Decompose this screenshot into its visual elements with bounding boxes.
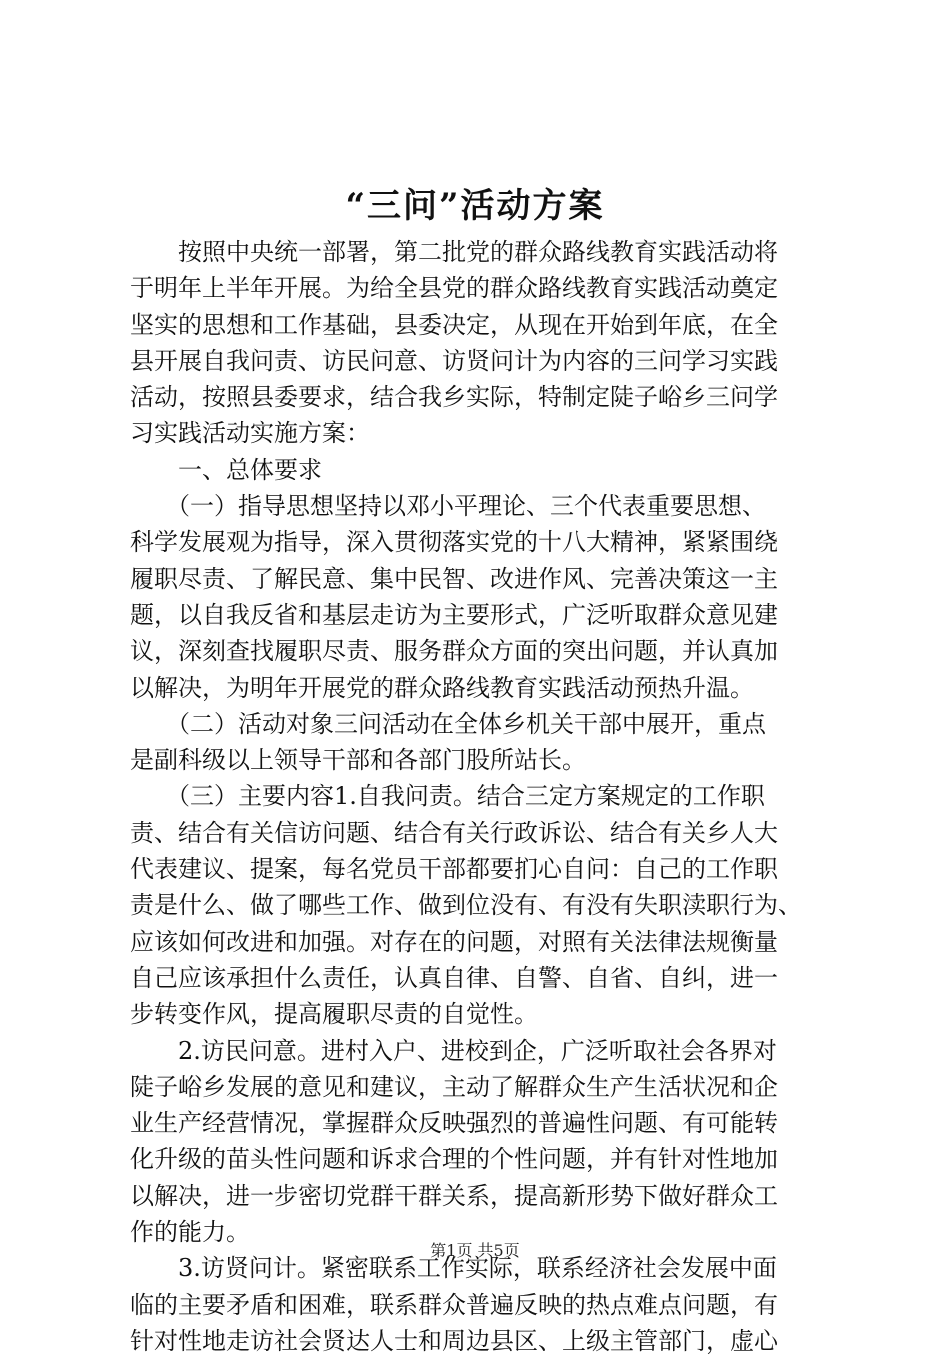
body-line: 针对性地走访社会贤达人士和周边县区、上级主管部门，虚心 bbox=[130, 1326, 778, 1355]
body-line: 自己应该承担什么责任，认真自律、自警、自省、自纠，进一 bbox=[130, 963, 778, 992]
body-line: 题，以自我反省和基层走访为主要形式，广泛听取群众意见建 bbox=[130, 600, 778, 629]
body-line: 化升级的苗头性问题和诉求合理的个性问题，并有针对性地加 bbox=[130, 1145, 778, 1174]
document-body bbox=[130, 234, 830, 1359]
body-line: 习实践活动实施方案： bbox=[130, 419, 370, 448]
body-line: 责是什么、做了哪些工作、做到位没有、有没有失职渎职行为、 bbox=[130, 891, 802, 920]
body-line: 以解决，为明年开展党的群众路线教育实践活动预热升温。 bbox=[130, 673, 754, 702]
body-line: 代表建议、提案，每名党员干部都要扪心自问：自己的工作职 bbox=[130, 855, 778, 884]
body-line: 议，深刻查找履职尽责、服务群众方面的突出问题，并认真加 bbox=[130, 637, 778, 666]
body-line: 陡子峪乡发展的意见和建议，主动了解群众生产生活状况和企 bbox=[130, 1072, 778, 1101]
body-line: 以解决，进一步密切党群干群关系，提高新形势下做好群众工 bbox=[130, 1181, 778, 1210]
body-line: 按照中央统一部署，第二批党的群众路线教育实践活动将 bbox=[130, 238, 778, 266]
body-line: 一、总体要求 bbox=[130, 455, 322, 484]
body-line: 是副科级以上领导干部和各部门股所站长。 bbox=[130, 746, 586, 775]
body-line: 3.访贤问计。紧密联系工作实际，联系经济社会发展中面 bbox=[130, 1254, 777, 1283]
body-line: 于明年上半年开展。为给全县党的群众路线教育实践活动奠定 bbox=[130, 274, 778, 303]
body-line: （三）主要内容1.自我问责。结合三定方案规定的工作职 bbox=[130, 782, 765, 811]
body-line: 责、结合有关信访问题、结合有关行政诉讼、结合有关乡人大 bbox=[130, 818, 778, 847]
body-line: （一）指导思想坚持以邓小平理论、三个代表重要思想、 bbox=[130, 492, 766, 521]
body-line: 科学发展观为指导，深入贯彻落实党的十八大精神，紧紧围绕 bbox=[130, 528, 778, 557]
body-line: 作的能力。 bbox=[130, 1218, 250, 1247]
body-line: 应该如何改进和加强。对存在的问题，对照有关法律法规衡量 bbox=[130, 927, 778, 956]
page-footer: 第1页 共5页 bbox=[430, 1241, 520, 1260]
body-line: （二）活动对象三问活动在全体乡机关干部中展开，重点 bbox=[130, 709, 766, 738]
body-line: 2.访民问意。进村入户、进校到企，广泛听取社会各界对 bbox=[130, 1036, 777, 1065]
body-line: 坚实的思想和工作基础，县委决定，从现在开始到年底，在全 bbox=[130, 310, 778, 339]
body-line: 步转变作风，提高履职尽责的自觉性。 bbox=[130, 1000, 538, 1029]
body-line: 履职尽责、了解民意、集中民智、改进作风、完善决策这一主 bbox=[130, 564, 778, 593]
body-line: 县开展自我问责、访民问意、访贤问计为内容的三问学习实践 bbox=[130, 346, 778, 375]
body-line: 业生产经营情况，掌握群众反映强烈的普遍性问题、有可能转 bbox=[130, 1109, 778, 1138]
document-title: “三问”活动方案 bbox=[345, 186, 605, 226]
body-line: 临的主要矛盾和困难，联系群众普遍反映的热点难点问题，有 bbox=[130, 1290, 778, 1319]
body-line: 活动，按照县委要求，结合我乡实际，特制定陡子峪乡三问学 bbox=[130, 383, 778, 412]
